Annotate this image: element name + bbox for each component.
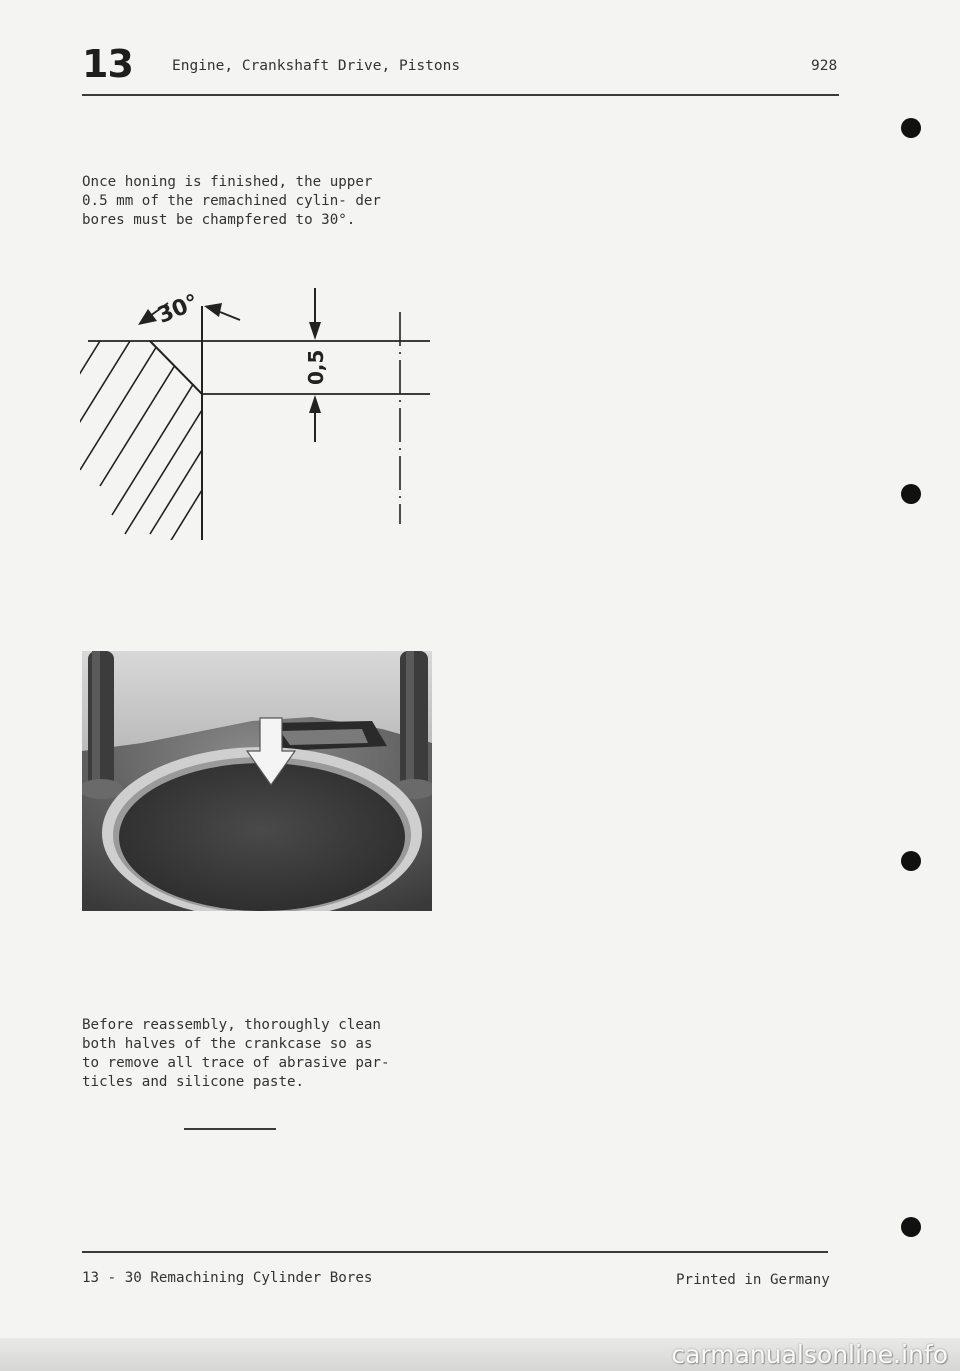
model-number: 928 [811, 58, 838, 74]
footer-rule [82, 1251, 828, 1253]
chamfer-diagram [80, 270, 440, 540]
footer-section-title: 13 - 30 Remachining Cylinder Bores [82, 1270, 373, 1286]
section-end-rule [184, 1128, 276, 1130]
depth-label: 0,5 [304, 349, 328, 385]
chapter-number: 13 [82, 42, 133, 86]
depth-arrow-down-icon [309, 322, 321, 340]
header-rule [82, 94, 839, 96]
angle-arrow-right-icon [204, 303, 222, 317]
binder-hole-icon [901, 484, 921, 504]
binder-hole-icon [901, 1217, 921, 1237]
watermark-text: carmanualsonline.info [671, 1340, 948, 1369]
binder-hole-icon [901, 118, 921, 138]
footer-printed-note: Printed in Germany [676, 1272, 830, 1288]
bore-interior [119, 763, 405, 911]
binder-hole-icon [901, 851, 921, 871]
stud-left [88, 651, 114, 793]
angle-arrow-left-icon [138, 309, 157, 325]
hatched-material [80, 341, 202, 540]
angle-label: 30° [154, 290, 203, 329]
watermark-bar [0, 1338, 960, 1371]
header-title: Engine, Crankshaft Drive, Pistons [172, 58, 461, 74]
instruction-paragraph-chamfer: Once honing is finished, the upper 0.5 mm of the remachined cylin- der bores must be champfered to 30°. [82, 174, 381, 228]
cylinder-bore-photo [82, 651, 432, 911]
instruction-paragraph-clean: Before reassembly, thoroughly clean both halves of the crankcase so as to remove all trace of abrasive par- ticles and silicone paste. [82, 1017, 390, 1090]
